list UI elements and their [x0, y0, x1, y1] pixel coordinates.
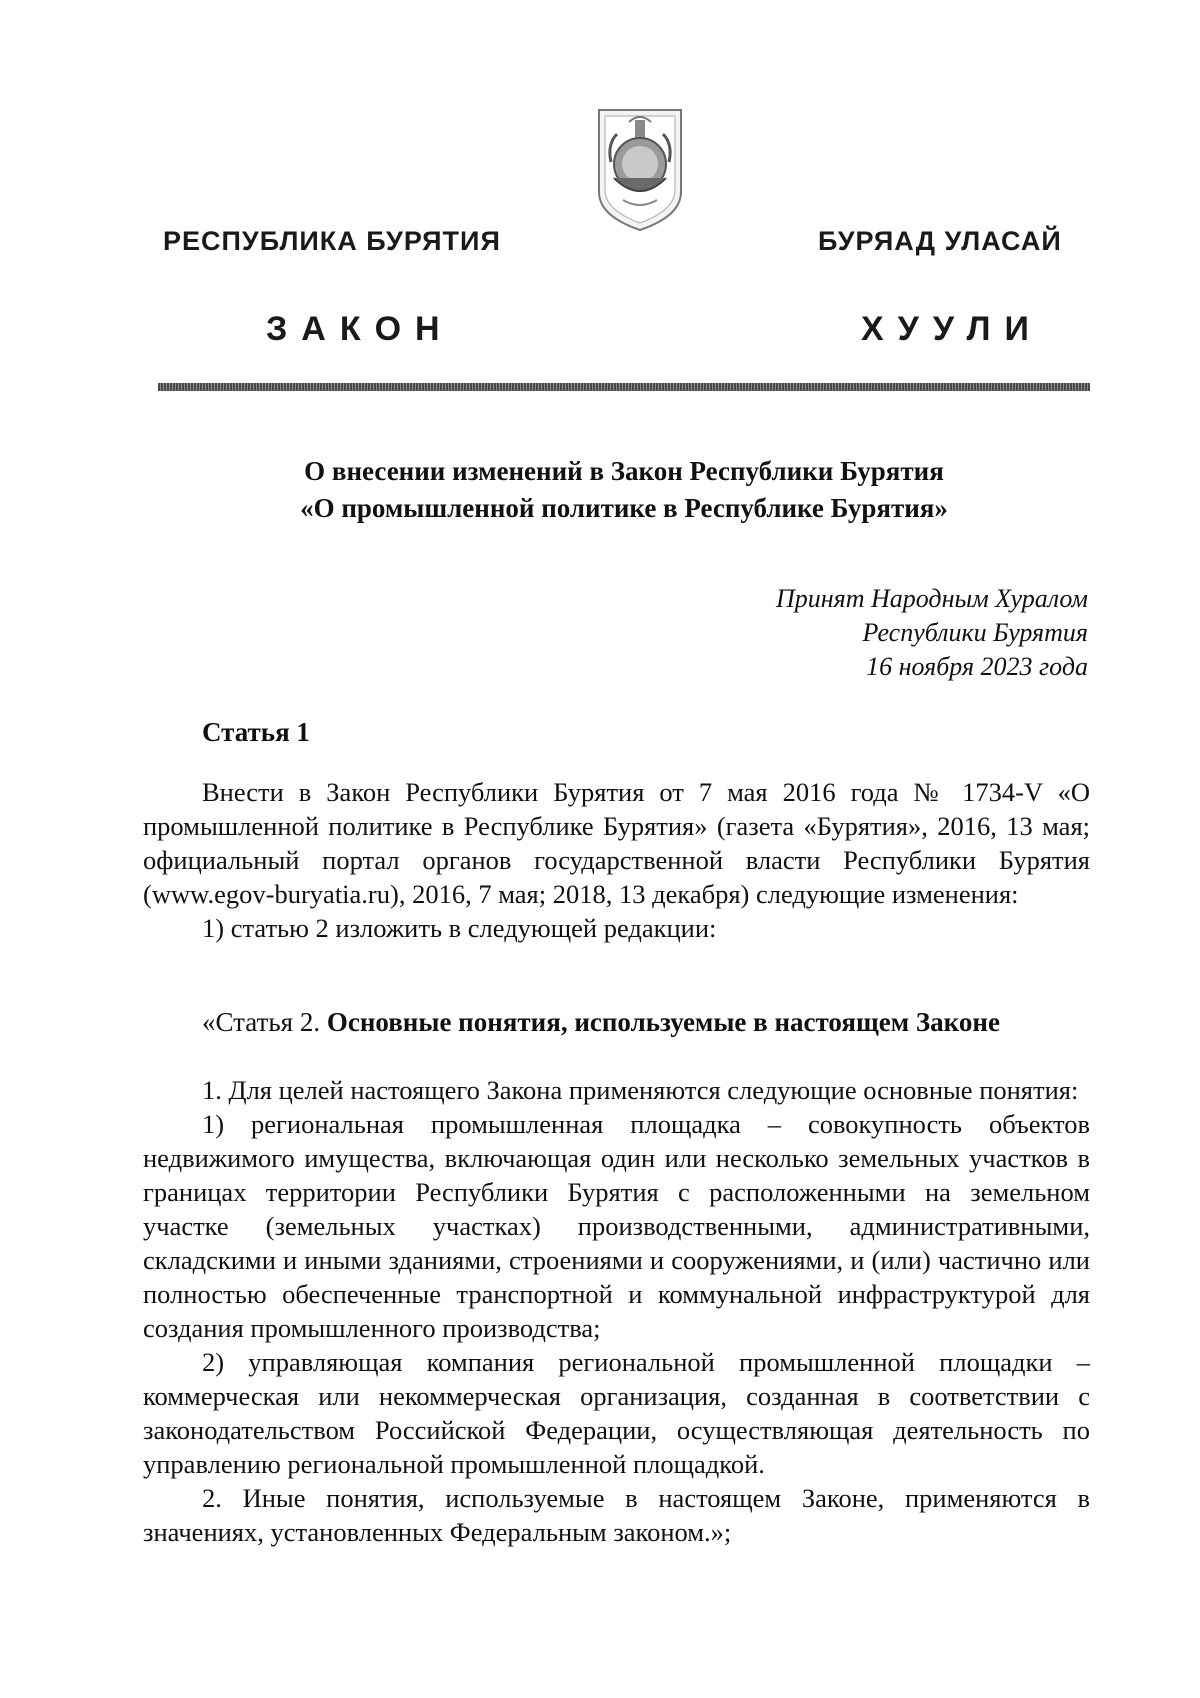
paragraph-2: 2. Иные понятия, используемые в настоящем Законе, применяются в значениях, установленных Федеральным законом.»; [143, 1483, 1090, 1547]
header-law-ru: ЗАКОН [266, 310, 454, 348]
header-republic-bu: БУРЯАД УЛАСАЙ [818, 226, 1062, 256]
coat-of-arms-buryatia-icon [593, 104, 687, 234]
paragraph-1: 1. Для целей настоящего Закона применяются следующие основные понятия: [202, 1075, 1079, 1105]
quoted-article-title: Основные понятия, используемые в настоящем Законе [326, 1007, 1000, 1037]
adoption-date: 16 ноября 2023 года [866, 652, 1088, 681]
article-intro-block [143, 775, 1090, 945]
header-law-bu: ХУУЛИ [861, 310, 1043, 348]
adoption-note [776, 582, 1088, 684]
article-item-1: 1) статью 2 изложить в следующей редакции: [202, 913, 717, 943]
document-title [158, 453, 1090, 527]
article-intro: Внести в Закон Республики Бурятия от 7 мая 2016 года № 1734-V «О промышленной политике в Республике Бурятия» (газета «Бурятия», 2016, 13 мая; официальный портал органов государственной власти Республики Бурятия (www.egov-buryatia.ru), 2016, 7 мая; 2018, 13 декабря) следующие изменения: [143, 777, 1090, 909]
title-line-2: «О промышленной политике в Республике Бурятия» [300, 493, 948, 523]
title-line-1: О внесении изменений в Закон Республики Бурятия [304, 456, 944, 486]
quoted-article-heading [202, 1007, 1000, 1038]
quoted-article-body [143, 1073, 1090, 1549]
quoted-article-prefix: «Статья 2. [202, 1007, 321, 1037]
adoption-line-1: Принят Народным Хуралом [775, 584, 1088, 613]
adoption-line-2: Республики Бурятия [862, 618, 1088, 647]
header-republic-ru: РЕСПУБЛИКА БУРЯТИЯ [163, 226, 501, 256]
article-heading: Статья 1 [202, 717, 310, 747]
paragraph-1-item-1: 1) региональная промышленная площадка – совокупность объектов недвижимого имущества, включающая один или несколько земельных участков в границах территории Республики Бурятия с расположенными на земельном участке (земельных участках) производственными, административными, складскими и иными зданиями, строениями и сооружениями, и (или) частично или полностью обеспеченные транспортной и коммунальной инфраструктурой для создания промышленного производства; [143, 1109, 1090, 1343]
paragraph-1-item-2: 2) управляющая компания региональной промышленной площадки – коммерческая или некоммерческая организация, созданная в соответствии с законодательством Российской Федерации, осуществляющая деятельность по управлению региональной промышленной площадкой. [143, 1347, 1090, 1479]
header-divider [158, 383, 1090, 391]
